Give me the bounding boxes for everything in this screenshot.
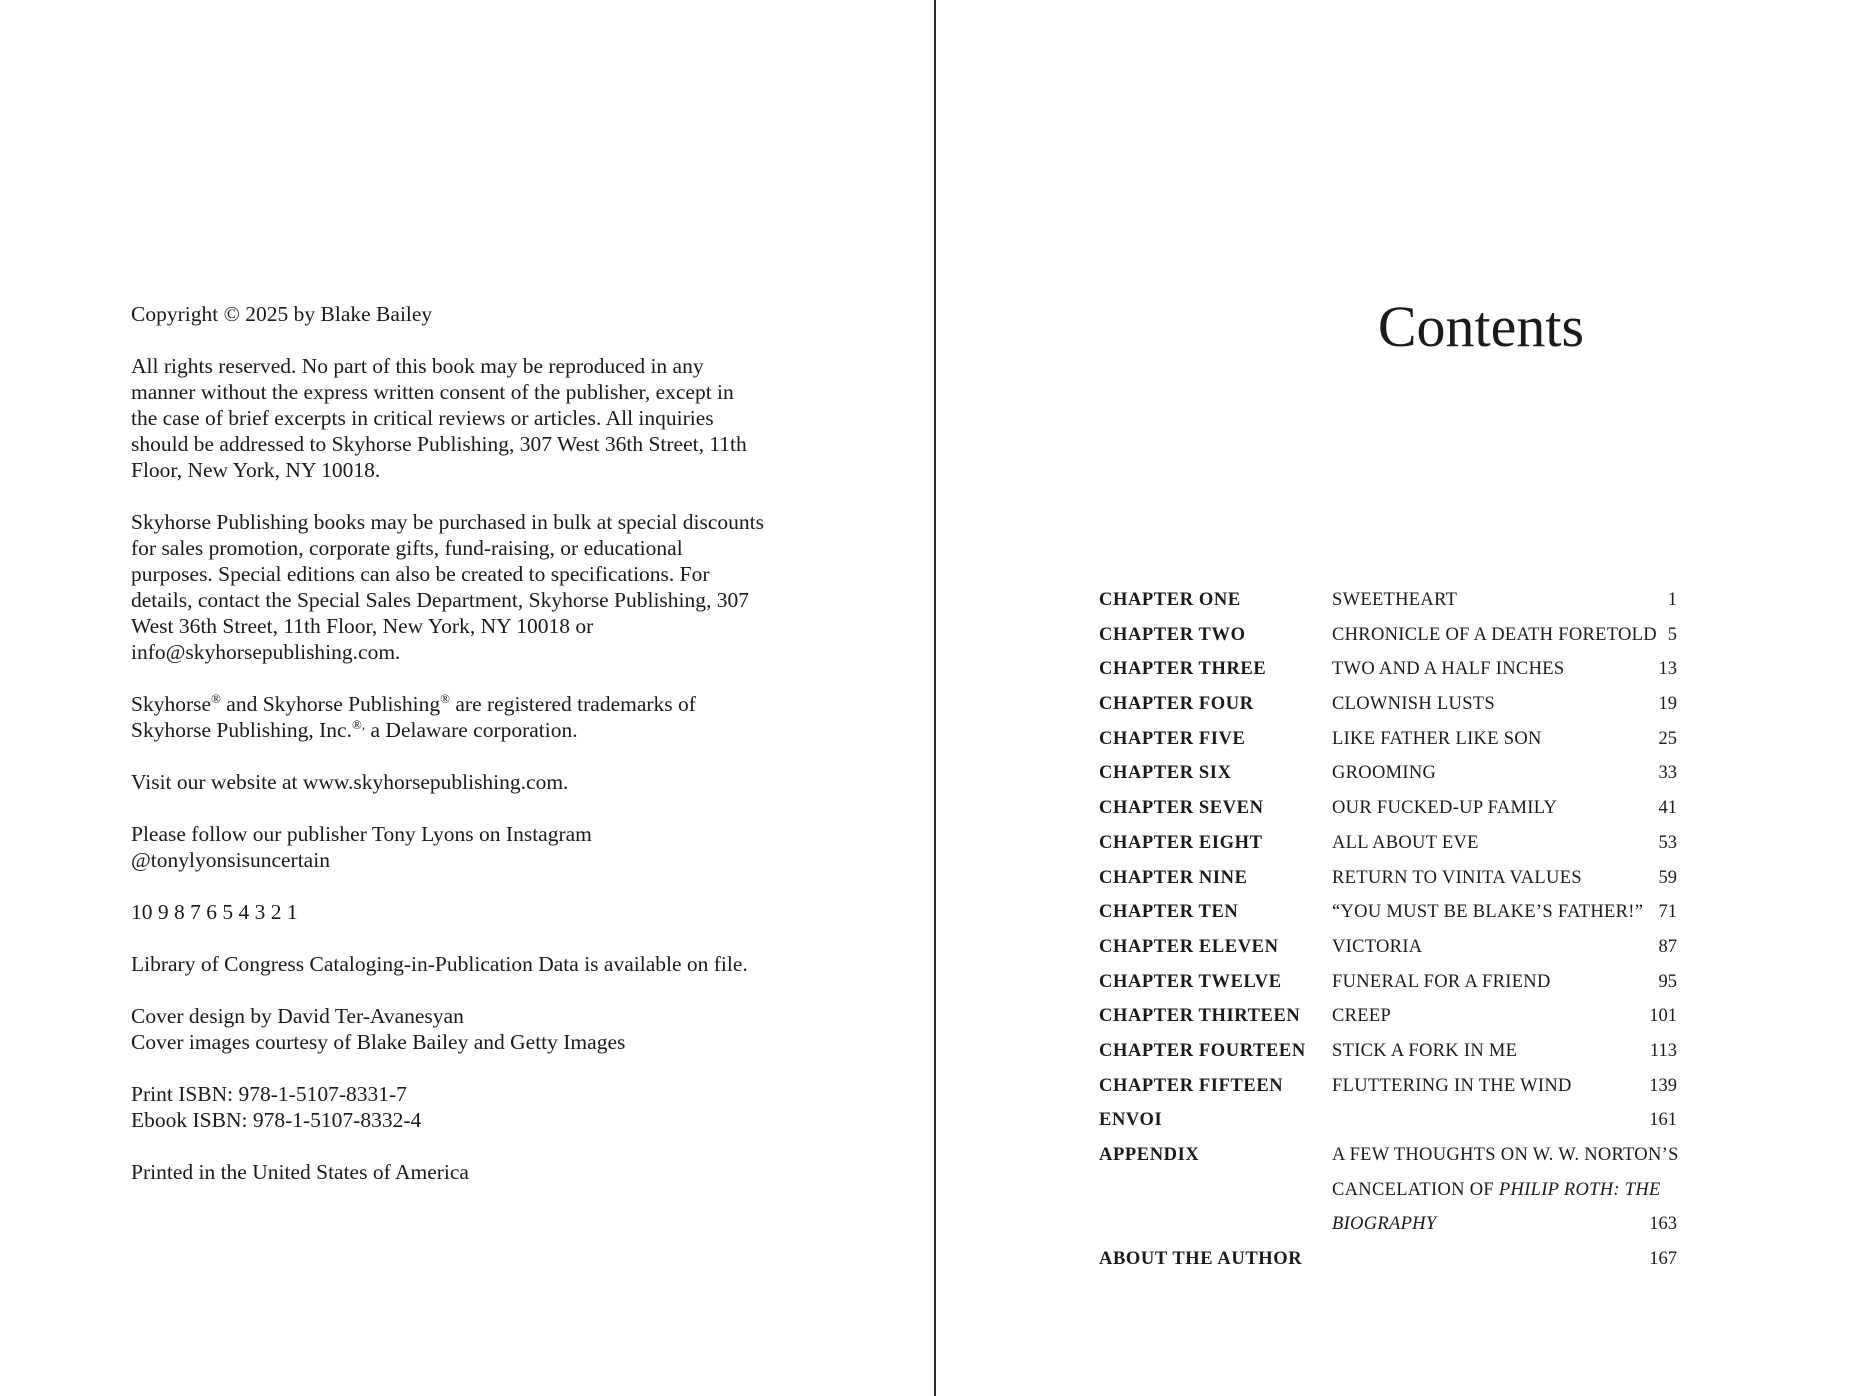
toc-chapter-label: CHAPTER TWELVE <box>1099 971 1282 992</box>
toc-chapter-title: CHRONICLE OF A DEATH FORETOLD <box>1332 624 1657 645</box>
toc-chapter-title: GROOMING <box>1332 763 1437 784</box>
toc-row <box>1099 1138 1677 1173</box>
toc-chapter-label: CHAPTER NINE <box>1099 867 1248 888</box>
toc-chapter-label: CHAPTER TWO <box>1099 624 1246 645</box>
toc-page-number: 5 <box>1667 624 1677 645</box>
toc-chapter-title: STICK A FORK IN ME <box>1332 1040 1518 1061</box>
printing-line: 10 9 8 7 6 5 4 3 2 1 <box>131 900 298 924</box>
website-line: Visit our website at www.skyhorsepublishing.com. <box>131 770 569 794</box>
toc-page-number: 163 <box>1649 1214 1677 1235</box>
toc-chapter-title: “YOU MUST BE BLAKE’S FATHER!” <box>1332 902 1644 923</box>
print-isbn: Print ISBN: 978-1-5107-8331-7 <box>131 1082 407 1106</box>
toc-chapter-label: CHAPTER SIX <box>1099 763 1232 784</box>
instagram-line-1: Please follow our publisher Tony Lyons on Instagram <box>131 822 592 846</box>
toc-chapter-title: TWO AND A HALF INCHES <box>1332 659 1565 680</box>
toc-chapter-label: CHAPTER FOURTEEN <box>1099 1040 1306 1061</box>
toc-page-number: 113 <box>1649 1040 1677 1061</box>
toc-chapter-title: CLOWNISH LUSTS <box>1332 694 1495 715</box>
toc-chapter-label: ABOUT THE AUTHOR <box>1099 1249 1303 1270</box>
toc-page-number: 87 <box>1658 936 1677 957</box>
toc-row <box>1099 861 1677 896</box>
instagram-handle: @tonylyonsisuncertain <box>131 848 330 872</box>
trademark-text-1: Skyhorse <box>131 692 212 716</box>
toc-chapter-label: CHAPTER TEN <box>1099 902 1239 923</box>
ebook-isbn: Ebook ISBN: 978-1-5107-8332-4 <box>131 1108 422 1132</box>
toc-page-number: 101 <box>1649 1006 1677 1027</box>
toc-row <box>1099 1173 1677 1208</box>
rights-paragraph: All rights reserved. No part of this book may be reproduced in any manner without the express written consent of the publisher, except in the case of brief excerpts in critical reviews or articles. All inquiries should be addressed to Skyhorse Publishing, 307 West 36th Street, 11th Floor, New York, NY 10018. <box>131 354 747 482</box>
toc-chapter-label: CHAPTER FOUR <box>1099 694 1254 715</box>
toc-chapter-label: CHAPTER FIFTEEN <box>1099 1075 1284 1096</box>
toc-chapter-title: RETURN TO VINITA VALUES <box>1332 867 1582 888</box>
toc-chapter-title <box>1332 1173 1661 1208</box>
contents-page <box>936 0 1862 1396</box>
toc-page-number: 41 <box>1658 798 1677 819</box>
toc-row <box>1099 895 1677 930</box>
bulk-sales-paragraph: Skyhorse Publishing books may be purchased in bulk at special discounts for sales promotion, corporate gifts, fund-raising, or educational purposes. Special editions can also be created to specifications. For details, contact the Special Sales Department, Skyhorse Publishing, 307 West 36th Street, 11th Floor, New York, NY 10018 or info@skyhorsepublishing.com. <box>131 510 764 664</box>
toc-chapter-title: FLUTTERING IN THE WIND <box>1332 1075 1572 1096</box>
toc-chapter-title: A FEW THOUGHTS ON W. W. NORTON’S <box>1332 1145 1679 1165</box>
toc-page-number: 71 <box>1658 902 1677 923</box>
toc-page-number: 95 <box>1658 971 1677 992</box>
toc-row <box>1099 930 1677 965</box>
trademark-paragraph <box>131 691 765 743</box>
toc-row <box>1099 583 1677 618</box>
toc-chapter-label: CHAPTER EIGHT <box>1099 832 1263 853</box>
copyright-line: Copyright © 2025 by Blake Bailey <box>131 302 433 326</box>
toc-page-number: 13 <box>1658 659 1677 680</box>
toc-row <box>1099 687 1677 722</box>
toc-page-number: 167 <box>1649 1249 1677 1270</box>
toc-row <box>1099 1242 1677 1277</box>
trademark-text-4: a Delaware corporation. <box>365 718 578 742</box>
toc-page-number: 53 <box>1658 832 1677 853</box>
registered-mark: ® <box>440 690 451 706</box>
toc-row <box>1099 826 1677 861</box>
toc-row <box>1099 965 1677 1000</box>
toc-row <box>1099 1207 1677 1242</box>
toc-page-number: 161 <box>1649 1110 1677 1131</box>
toc-page-number: 59 <box>1658 867 1677 888</box>
loc-paragraph: Library of Congress Cataloging-in-Publication Data is available on file. <box>131 952 748 976</box>
toc-row <box>1099 652 1677 687</box>
printed-in-line: Printed in the United States of America <box>131 1160 469 1184</box>
toc-row <box>1099 1069 1677 1104</box>
toc-chapter-title: VICTORIA <box>1332 936 1423 957</box>
toc-chapter-title: SWEETHEART <box>1332 590 1458 610</box>
table-of-contents <box>1099 583 1677 1277</box>
toc-page-number: 33 <box>1658 763 1677 784</box>
instagram-paragraph <box>131 821 781 873</box>
toc-page-number: 25 <box>1658 728 1677 749</box>
toc-row <box>1099 618 1677 653</box>
toc-row <box>1099 756 1677 791</box>
trademark-text-2: and Skyhorse Publishing <box>220 692 441 716</box>
toc-page-number: 19 <box>1658 694 1677 715</box>
isbn-block <box>131 1081 781 1133</box>
contents-title: Contents <box>1377 294 1585 359</box>
toc-title-italic: BIOGRAPHY <box>1332 1214 1437 1235</box>
toc-title-plain: CANCELATION OF <box>1332 1179 1499 1200</box>
cover-design-line: Cover design by David Ter-Avanesyan <box>131 1004 464 1028</box>
trademark-text-3: are registered trademarks of Skyhorse Publishing, Inc. <box>131 692 696 742</box>
registered-mark: ® <box>211 690 221 706</box>
toc-chapter-label: APPENDIX <box>1099 1145 1200 1165</box>
toc-chapter-title: FUNERAL FOR A FRIEND <box>1332 971 1551 992</box>
cover-images-line: Cover images courtesy of Blake Bailey and Getty Images <box>131 1030 626 1054</box>
toc-chapter-title: ALL ABOUT EVE <box>1332 832 1479 853</box>
copyright-block <box>131 301 781 1211</box>
toc-row <box>1099 1034 1677 1069</box>
toc-chapter-title: CREEP <box>1332 1006 1392 1027</box>
cover-credits <box>131 1003 781 1055</box>
toc-row <box>1099 999 1677 1034</box>
toc-chapter-label: CHAPTER FIVE <box>1099 728 1246 749</box>
toc-page-number: 1 <box>1667 590 1677 610</box>
registered-mark: ®, <box>351 716 366 732</box>
toc-chapter-label: CHAPTER THIRTEEN <box>1099 1006 1301 1027</box>
toc-chapter-label: ENVOI <box>1099 1110 1163 1131</box>
toc-chapter-label: CHAPTER ONE <box>1099 590 1241 610</box>
toc-chapter-label: CHAPTER SEVEN <box>1099 798 1264 819</box>
toc-title-italic: PHILIP ROTH: THE <box>1498 1179 1661 1200</box>
toc-chapter-title: OUR FUCKED-UP FAMILY <box>1332 798 1558 819</box>
toc-chapter-title: LIKE FATHER LIKE SON <box>1332 728 1542 749</box>
toc-row <box>1099 1103 1677 1138</box>
toc-row <box>1099 791 1677 826</box>
toc-page-number: 139 <box>1649 1075 1677 1096</box>
toc-chapter-label: CHAPTER ELEVEN <box>1099 936 1279 957</box>
toc-row <box>1099 722 1677 757</box>
toc-chapter-label: CHAPTER THREE <box>1099 659 1267 680</box>
toc-chapter-title <box>1332 1207 1436 1242</box>
